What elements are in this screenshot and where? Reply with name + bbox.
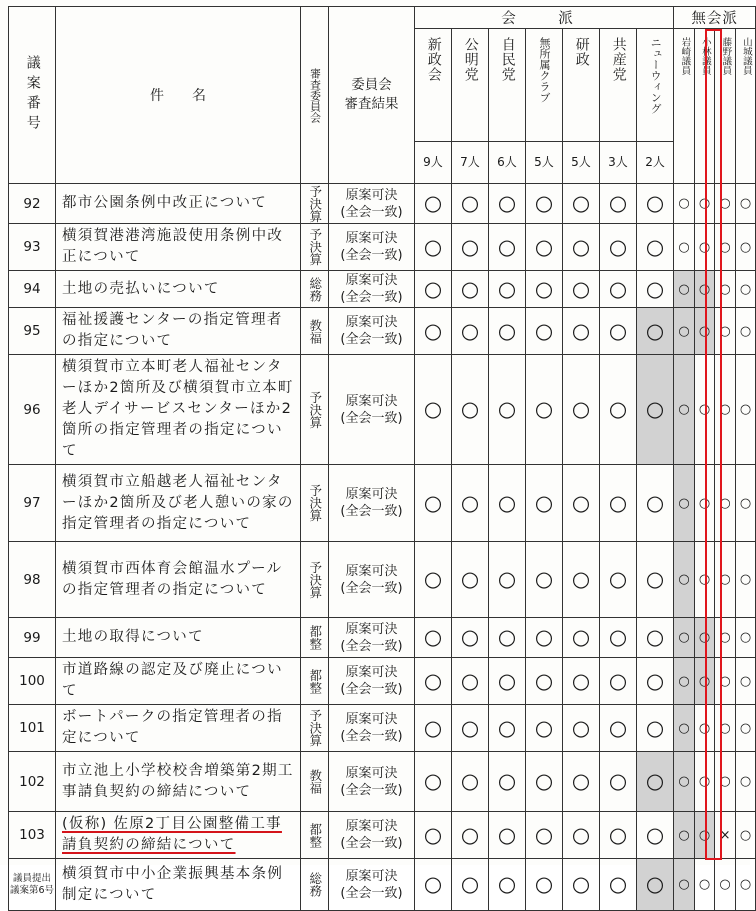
committee-result [329,752,415,812]
committee-result [329,658,415,705]
party-name-cell: 共産党 [600,29,637,142]
party-vote-mark: ○ [637,859,674,911]
party-vote-mark: ○ [563,542,600,618]
result-text: 原案可決 [345,712,398,727]
independent-vote-mark: ○ [715,752,736,812]
party-vote-mark: ○ [489,752,526,812]
independent-vote-mark: ○ [736,271,756,308]
result-note: (全会一致) [340,782,403,798]
bill-committee [301,658,329,705]
party-count: 5人 [526,142,563,184]
bill-title-text: 横須賀市立船越老人福祉センターほか2箇所及び老人憩いの家の指定管理者の指定について [62,473,294,532]
bill-committee [301,859,329,911]
bill-title [56,308,301,355]
bill-title [56,752,301,812]
party-vote-mark: ○ [526,224,563,271]
bill-number: 95 [9,308,56,355]
bill-committee [301,618,329,658]
independent-vote-mark: ○ [695,812,715,859]
party-vote-mark: ○ [489,658,526,705]
independent-vote-mark: ○ [736,355,756,465]
party-vote-mark: ○ [563,618,600,658]
party-vote-mark: ○ [526,465,563,542]
result-text: 原案可決 [345,621,398,637]
party-vote-mark: ○ [637,542,674,618]
independent-vote-mark: ○ [695,184,715,224]
party-vote-mark: ○ [415,859,452,911]
party-vote-mark: ○ [526,271,563,308]
committee-result [329,705,415,752]
independent-vote-mark: ○ [715,355,736,465]
party-vote-mark: ○ [600,184,637,224]
party-vote-mark: ○ [637,308,674,355]
independent-vote-mark: ○ [715,542,736,618]
bill-row [9,542,756,618]
independent-vote-mark: ○ [736,542,756,618]
result-text: 原案可決 [345,487,398,502]
committee-text: 予決算 [307,228,323,266]
party-vote-mark: ○ [489,465,526,542]
independent-vote-mark: ○ [695,752,715,812]
party-vote-mark: ○ [415,465,452,542]
party-vote-mark: ○ [563,308,600,355]
bill-title [56,224,301,271]
party-vote-mark: ○ [452,308,489,355]
bill-number: 102 [9,752,56,812]
independent-vote-mark: ○ [715,658,736,705]
independent-vote-mark: ○ [674,812,695,859]
header-result: 委員会 審査結果 [329,7,415,184]
party-name-cell: 公明党 [452,29,489,142]
party-vote-mark: ○ [563,271,600,308]
independent-vote-mark: ○ [674,705,695,752]
independent-vote-mark: ○ [674,271,695,308]
party-vote-mark: ○ [526,618,563,658]
bill-title [56,705,301,752]
party-vote-mark: ○ [489,308,526,355]
committee-result [329,184,415,224]
party-vote-mark: ○ [600,224,637,271]
independent-vote-mark: ○ [695,224,715,271]
independent-vote-mark: ○ [736,859,756,911]
bill-committee [301,752,329,812]
party-vote-mark: ○ [526,752,563,812]
bill-title-text: 市立池上小学校校舎増築第2期工事請負契約の締結について [62,762,294,800]
bill-title-text: 福祉援護センターの指定管理者の指定について [62,312,283,349]
independent-vote-mark: ○ [695,271,715,308]
bill-committee [301,271,329,308]
result-note: (全会一致) [340,836,403,851]
independent-vote-mark: ○ [674,542,695,618]
independent-vote-mark: ○ [695,542,715,618]
independent-vote-mark: ○ [674,658,695,705]
result-note: (全会一致) [340,248,403,263]
bill-committee [301,224,329,271]
party-count: 9人 [415,142,452,184]
independent-vote-mark: ○ [674,224,695,271]
party-vote-mark: ○ [452,224,489,271]
independent-vote-mark: ○ [736,184,756,224]
result-text: 原案可決 [345,563,398,579]
party-vote-mark: ○ [637,355,674,465]
bill-row [9,308,756,355]
bill-title [56,271,301,308]
party-vote-mark: ○ [489,355,526,465]
committee-text: 都整 [307,668,323,694]
independent-name-cell: 山城議員 [736,29,756,184]
party-vote-mark: ○ [526,355,563,465]
bill-title [56,859,301,911]
party-vote-mark: ○ [637,705,674,752]
committee-text: 予決算 [307,184,323,223]
bill-row [9,859,756,911]
party-vote-mark: ○ [526,184,563,224]
independent-vote-mark: ○ [715,271,736,308]
result-text: 原案可決 [345,315,398,330]
independent-vote-mark: ○ [736,224,756,271]
party-vote-mark: ○ [415,224,452,271]
independent-vote-mark: ○ [736,752,756,812]
party-vote-mark: ○ [563,859,600,911]
bill-row [9,224,756,271]
independent-name-cell: 藤野議員 [715,29,736,184]
party-vote-mark: ○ [415,752,452,812]
result-note: (全会一致) [340,729,403,744]
party-vote-mark: ○ [489,184,526,224]
independent-vote-mark: ○ [695,465,715,542]
party-vote-mark: ○ [600,271,637,308]
independent-vote-mark: × [715,812,736,859]
result-note: (全会一致) [340,580,403,596]
party-vote-mark: ○ [526,705,563,752]
committee-text: 都整 [307,625,323,650]
bill-title-text: 横須賀市立本町老人福祉センターほか2箇所及び横須賀市立本町老人デイサービスセンターほか2箇所の指定管理者の指定について [62,359,294,459]
bill-title [56,355,301,465]
party-vote-mark: ○ [600,812,637,859]
party-vote-mark: ○ [452,859,489,911]
party-vote-mark: ○ [637,224,674,271]
party-count: 2人 [637,142,674,184]
party-vote-mark: ○ [600,542,637,618]
result-text: 原案可決 [345,187,398,203]
party-vote-mark: ○ [526,812,563,859]
committee-text: 予決算 [307,390,323,429]
bill-title-text: (仮称) 佐原2丁目公園整備工事請負契約の締結について [62,816,282,853]
party-count: 6人 [489,142,526,184]
result-text: 原案可決 [345,393,398,409]
party-vote-mark: ○ [415,308,452,355]
committee-result [329,618,415,658]
independent-vote-mark: ○ [715,705,736,752]
result-note: (全会一致) [340,332,403,347]
bill-number: 99 [9,618,56,658]
independent-vote-mark: ○ [674,184,695,224]
party-count: 3人 [600,142,637,184]
bill-number: 議員提出議案第6号 [9,859,56,911]
party-name-cell: 自民党 [489,29,526,142]
result-text: 原案可決 [345,765,398,781]
party-vote-mark: ○ [563,752,600,812]
party-vote-mark: ○ [452,752,489,812]
bill-title-text: ボートパークの指定管理者の指定について [62,709,283,746]
party-vote-mark: ○ [489,618,526,658]
party-vote-mark: ○ [600,859,637,911]
independent-vote-mark: ○ [695,658,715,705]
result-note: (全会一致) [340,290,403,305]
bill-number: 100 [9,658,56,705]
result-note: (全会一致) [340,504,403,519]
independent-vote-mark: ○ [695,705,715,752]
party-vote-mark: ○ [563,465,600,542]
result-text: 原案可決 [345,819,398,834]
party-vote-mark: ○ [637,752,674,812]
party-vote-mark: ○ [637,812,674,859]
header-title: 件 名 [56,7,301,184]
committee-text: 総務 [307,276,323,302]
party-vote-mark: ○ [415,812,452,859]
independent-vote-mark: ○ [674,355,695,465]
header-bill-no: 議案番号 [9,7,56,184]
bill-title [56,465,301,542]
party-vote-mark: ○ [452,542,489,618]
party-vote-mark: ○ [489,859,526,911]
party-vote-mark: ○ [452,658,489,705]
party-count: 5人 [563,142,600,184]
party-vote-mark: ○ [600,308,637,355]
bill-title [56,618,301,658]
bill-number: 94 [9,271,56,308]
party-vote-mark: ○ [489,271,526,308]
party-vote-mark: ○ [526,859,563,911]
independent-vote-mark: ○ [695,355,715,465]
independent-vote-mark: ○ [695,618,715,658]
bill-rows [9,184,756,911]
bill-committee [301,812,329,859]
party-vote-mark: ○ [415,542,452,618]
bill-committee [301,308,329,355]
party-vote-mark: ○ [600,465,637,542]
bill-committee [301,705,329,752]
bill-number: 103 [9,812,56,859]
party-vote-mark: ○ [489,705,526,752]
party-vote-mark: ○ [489,224,526,271]
result-note: (全会一致) [340,638,403,654]
independent-vote-mark: ○ [715,184,736,224]
committee-result [329,308,415,355]
committee-result [329,812,415,859]
bill-row [9,752,756,812]
bill-committee [301,184,329,224]
party-vote-mark: ○ [526,658,563,705]
party-vote-mark: ○ [637,618,674,658]
party-vote-mark: ○ [563,812,600,859]
independent-vote-mark: ○ [674,308,695,355]
bill-committee [301,542,329,618]
party-name-cell: ニューウィング [637,29,674,142]
party-vote-mark: ○ [637,271,674,308]
bill-title-text: 横須賀港港湾施設使用条例中改正について [62,228,284,265]
party-vote-mark: ○ [637,465,674,542]
result-text: 原案可決 [345,231,398,246]
independent-vote-mark: ○ [674,465,695,542]
bill-row [9,658,756,705]
party-vote-mark: ○ [563,355,600,465]
committee-result [329,859,415,911]
bill-title [56,184,301,224]
independent-vote-mark: ○ [695,859,715,911]
bill-title-text: 市道路線の認定及び廃止について [62,662,283,699]
party-vote-mark: ○ [600,705,637,752]
party-name-cell: 無所属クラブ [526,29,563,142]
party-vote-mark: ○ [563,705,600,752]
independent-vote-mark: ○ [674,752,695,812]
party-vote-mark: ○ [600,658,637,705]
independent-vote-mark: ○ [736,465,756,542]
bill-committee [301,355,329,465]
party-vote-mark: ○ [452,812,489,859]
committee-text: 教福 [307,769,323,794]
committee-result [329,465,415,542]
party-vote-mark: ○ [600,618,637,658]
bill-title-text: 横須賀市中小企業振興基本条例制定について [62,865,284,903]
party-vote-mark: ○ [600,752,637,812]
party-vote-mark: ○ [452,184,489,224]
party-vote-mark: ○ [452,271,489,308]
result-text: 原案可決 [345,665,398,680]
party-vote-mark: ○ [526,308,563,355]
committee-text: 教福 [307,318,323,344]
independent-vote-mark: ○ [715,859,736,911]
vote-record-table [8,6,756,911]
result-note: (全会一致) [340,682,403,697]
committee-result [329,271,415,308]
bill-number: 97 [9,465,56,542]
party-name-cell: 研政 [563,29,600,142]
committee-text: 都整 [307,822,323,848]
party-vote-mark: ○ [600,355,637,465]
party-vote-mark: ○ [452,618,489,658]
independent-vote-mark: ○ [736,658,756,705]
party-vote-mark: ○ [452,705,489,752]
bill-row [9,618,756,658]
party-vote-mark: ○ [489,812,526,859]
bill-row [9,355,756,465]
bill-title-text: 横須賀市西体育会館温水プールの指定管理者の指定について [62,560,283,598]
independent-vote-mark: ○ [736,618,756,658]
independent-vote-mark: ○ [695,308,715,355]
independent-vote-mark: ○ [715,618,736,658]
party-vote-mark: ○ [637,184,674,224]
independent-vote-mark: ○ [715,224,736,271]
independent-vote-mark: ○ [736,308,756,355]
independent-vote-mark: ○ [715,465,736,542]
party-count: 7人 [452,142,489,184]
party-vote-mark: ○ [489,542,526,618]
party-vote-mark: ○ [563,184,600,224]
bill-number: 96 [9,355,56,465]
header-independent-group: 無会派 [674,7,756,29]
bill-row [9,465,756,542]
party-vote-mark: ○ [526,542,563,618]
bill-title-text: 都市公園条例中改正について [62,195,268,211]
header-party-group: 会 派 [415,7,674,29]
party-vote-mark: ○ [452,465,489,542]
bill-committee [301,465,329,542]
result-note: (全会一致) [340,410,403,426]
committee-result [329,542,415,618]
bill-number: 101 [9,705,56,752]
party-vote-mark: ○ [415,618,452,658]
party-vote-mark: ○ [637,658,674,705]
committee-text: 総務 [307,872,323,897]
committee-result [329,355,415,465]
bill-number: 93 [9,224,56,271]
committee-text: 予決算 [307,484,323,522]
party-vote-mark: ○ [415,184,452,224]
bill-title [56,542,301,618]
committee-text: 予決算 [307,709,323,747]
result-note: (全会一致) [340,885,403,901]
party-vote-mark: ○ [415,355,452,465]
party-name-cell: 新政会 [415,29,452,142]
party-vote-mark: ○ [563,658,600,705]
party-vote-mark: ○ [452,355,489,465]
independent-vote-mark: ○ [736,812,756,859]
result-text: 原案可決 [345,273,398,288]
independent-vote-mark: ○ [674,618,695,658]
independent-name-cell: 小林議員 [695,29,715,184]
independent-name-cell: 岩崎議員 [674,29,695,184]
result-note: (全会一致) [340,204,403,220]
party-vote-mark: ○ [415,705,452,752]
bill-number: 98 [9,542,56,618]
committee-text: 予決算 [307,560,323,599]
bill-title-text: 土地の売払いについて [62,280,220,297]
independent-vote-mark: ○ [736,705,756,752]
bill-title [56,658,301,705]
bill-row [9,184,756,224]
bill-row [9,705,756,752]
bill-number: 92 [9,184,56,224]
bill-row [9,271,756,308]
header-committee: 審査委員会 [301,7,329,184]
bill-title [56,812,301,859]
independent-vote-mark: ○ [674,859,695,911]
committee-result [329,224,415,271]
party-vote-mark: ○ [563,224,600,271]
result-text: 原案可決 [345,868,398,884]
party-vote-mark: ○ [415,271,452,308]
independent-vote-mark: ○ [715,308,736,355]
bill-title-text: 土地の取得について [62,629,204,645]
bill-row [9,812,756,859]
party-vote-mark: ○ [415,658,452,705]
